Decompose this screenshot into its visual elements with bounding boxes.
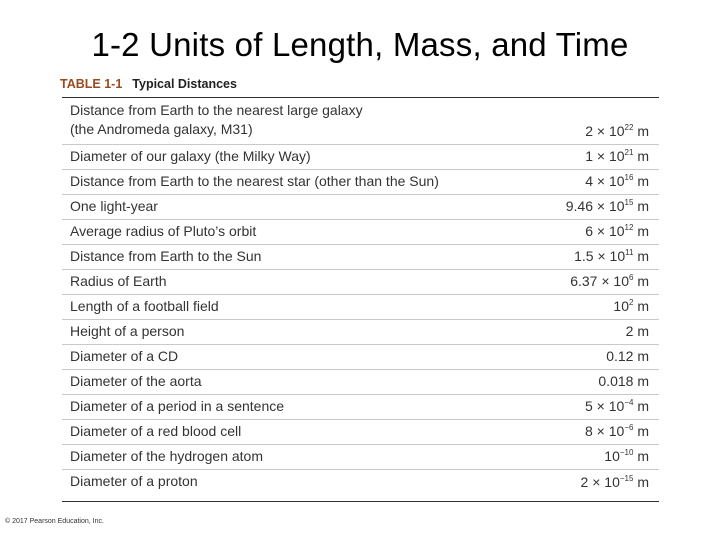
row-label — [70, 397, 284, 416]
row-label-line: Average radius of Pluto’s orbit — [70, 223, 257, 239]
value-mantissa: 5 × — [584, 398, 609, 414]
value-exponent: 2 — [628, 298, 634, 307]
table-row — [62, 220, 659, 245]
value-base: 10 — [604, 448, 620, 464]
row-label-line: Diameter of our galaxy (the Milky Way) — [70, 148, 311, 164]
value-mantissa: 4 × — [585, 173, 609, 189]
table-row — [62, 420, 659, 445]
value-base: 10 — [609, 248, 626, 264]
row-label-line: Diameter of a red blood cell — [70, 423, 242, 439]
row-label-line: Diameter of the aorta — [70, 373, 202, 389]
row-label-line: (the Andromeda galaxy, M31) — [70, 121, 253, 137]
row-label-line: Diameter of the hydrogen atom — [70, 448, 263, 464]
value-base: 0.018 — [598, 373, 634, 389]
value-unit: m — [633, 423, 649, 439]
table-row — [62, 370, 659, 395]
value-mantissa: 1 × — [585, 148, 609, 164]
row-label-line: Distance from Earth to the nearest large galaxy — [70, 102, 363, 118]
table-row — [62, 295, 659, 320]
row-label — [70, 322, 184, 341]
value-unit: m — [633, 348, 649, 364]
row-value — [581, 473, 649, 492]
row-label — [70, 197, 158, 216]
row-label — [70, 472, 198, 491]
row-label-line: Length of a football field — [70, 298, 219, 314]
value-exponent: 16 — [624, 173, 634, 182]
value-base: 2 — [625, 323, 634, 339]
value-base: 10 — [613, 273, 629, 289]
row-label-line: Distance from Earth to the nearest star (other than the Sun) — [70, 173, 439, 189]
value-base: 10 — [608, 223, 625, 239]
value-unit: m — [633, 298, 649, 314]
row-label — [70, 222, 256, 241]
row-value — [570, 272, 649, 291]
row-label — [70, 172, 439, 191]
row-value — [598, 372, 649, 391]
value-base: 10 — [608, 173, 625, 189]
table-row — [62, 270, 659, 295]
row-value — [585, 172, 649, 191]
value-base: 0.12 — [606, 348, 634, 364]
value-unit: m — [633, 273, 649, 289]
table-row — [62, 470, 659, 495]
value-exponent: −4 — [624, 398, 634, 407]
row-label — [70, 447, 263, 466]
value-unit: m — [633, 198, 649, 214]
value-unit: m — [633, 323, 649, 339]
row-label-line: Height of a person — [70, 323, 185, 339]
value-base: 10 — [613, 298, 629, 314]
value-unit: m — [633, 398, 649, 414]
value-mantissa: 6 × — [585, 223, 609, 239]
row-label-line: Diameter of a CD — [70, 348, 179, 364]
copyright-footer: © 2017 Pearson Education, Inc. — [5, 518, 104, 525]
table-row — [62, 170, 659, 195]
row-label — [70, 101, 363, 139]
row-value — [585, 422, 649, 441]
slide-title: 1-2 Units of Length, Mass, and Time — [91, 26, 629, 63]
row-label — [70, 247, 261, 266]
table-caption — [60, 77, 237, 91]
row-label — [70, 422, 241, 441]
value-unit: m — [633, 123, 649, 139]
row-label-line: Diameter of a period in a sentence — [70, 398, 285, 414]
value-mantissa: 8 × — [584, 423, 609, 439]
row-label-line: Diameter of a proton — [70, 473, 198, 489]
value-mantissa: 6.37 × — [570, 273, 614, 289]
value-base: 10 — [608, 398, 625, 414]
row-label — [70, 297, 219, 316]
row-label — [70, 372, 202, 391]
value-base: 10 — [608, 423, 625, 439]
value-exponent: −6 — [624, 423, 634, 432]
value-unit: m — [633, 448, 649, 464]
value-mantissa: 9.46 × — [565, 198, 609, 214]
row-label-line: Radius of Earth — [70, 273, 167, 289]
table-bottom-rule — [62, 501, 659, 502]
value-exponent: 12 — [624, 223, 634, 232]
row-value — [566, 197, 649, 216]
value-unit: m — [633, 474, 649, 490]
value-base: 10 — [608, 123, 625, 139]
table-title: Typical Distances — [132, 77, 237, 91]
row-label — [70, 347, 178, 366]
row-value — [604, 447, 649, 466]
value-exponent: 6 — [628, 273, 634, 282]
value-exponent: 11 — [625, 248, 634, 257]
row-value — [585, 222, 649, 241]
table-row — [62, 195, 659, 220]
row-label-line: One light-year — [70, 198, 158, 214]
value-unit: m — [633, 248, 649, 264]
table-row — [62, 395, 659, 420]
row-label — [70, 147, 311, 166]
value-unit: m — [633, 173, 649, 189]
row-value — [574, 247, 649, 266]
table-number: TABLE 1-1 — [60, 77, 123, 91]
table-row — [62, 145, 659, 170]
value-unit: m — [633, 148, 649, 164]
value-unit: m — [633, 223, 649, 239]
value-mantissa: 2 × — [585, 123, 609, 139]
table-row — [62, 99, 659, 145]
value-base: 10 — [608, 148, 625, 164]
value-mantissa: 2 × — [580, 474, 605, 490]
table-row — [62, 345, 659, 370]
table-row — [62, 320, 659, 345]
row-value — [585, 122, 649, 141]
value-exponent: −15 — [619, 474, 634, 483]
row-value — [585, 147, 649, 166]
row-value — [606, 347, 649, 366]
row-label — [70, 272, 167, 291]
value-exponent: 21 — [624, 148, 634, 157]
table-top-rule — [62, 97, 659, 98]
value-unit: m — [633, 373, 649, 389]
value-exponent: 22 — [624, 123, 634, 132]
row-value — [585, 397, 649, 416]
value-base: 10 — [604, 474, 620, 490]
table-row — [62, 245, 659, 270]
table-row — [62, 445, 659, 470]
row-value — [626, 322, 649, 341]
value-exponent: 15 — [624, 198, 634, 207]
value-base: 10 — [608, 198, 625, 214]
row-value — [613, 297, 649, 316]
value-exponent: −10 — [619, 448, 634, 457]
row-label-line: Distance from Earth to the Sun — [70, 248, 262, 264]
value-mantissa: 1.5 × — [574, 248, 610, 264]
